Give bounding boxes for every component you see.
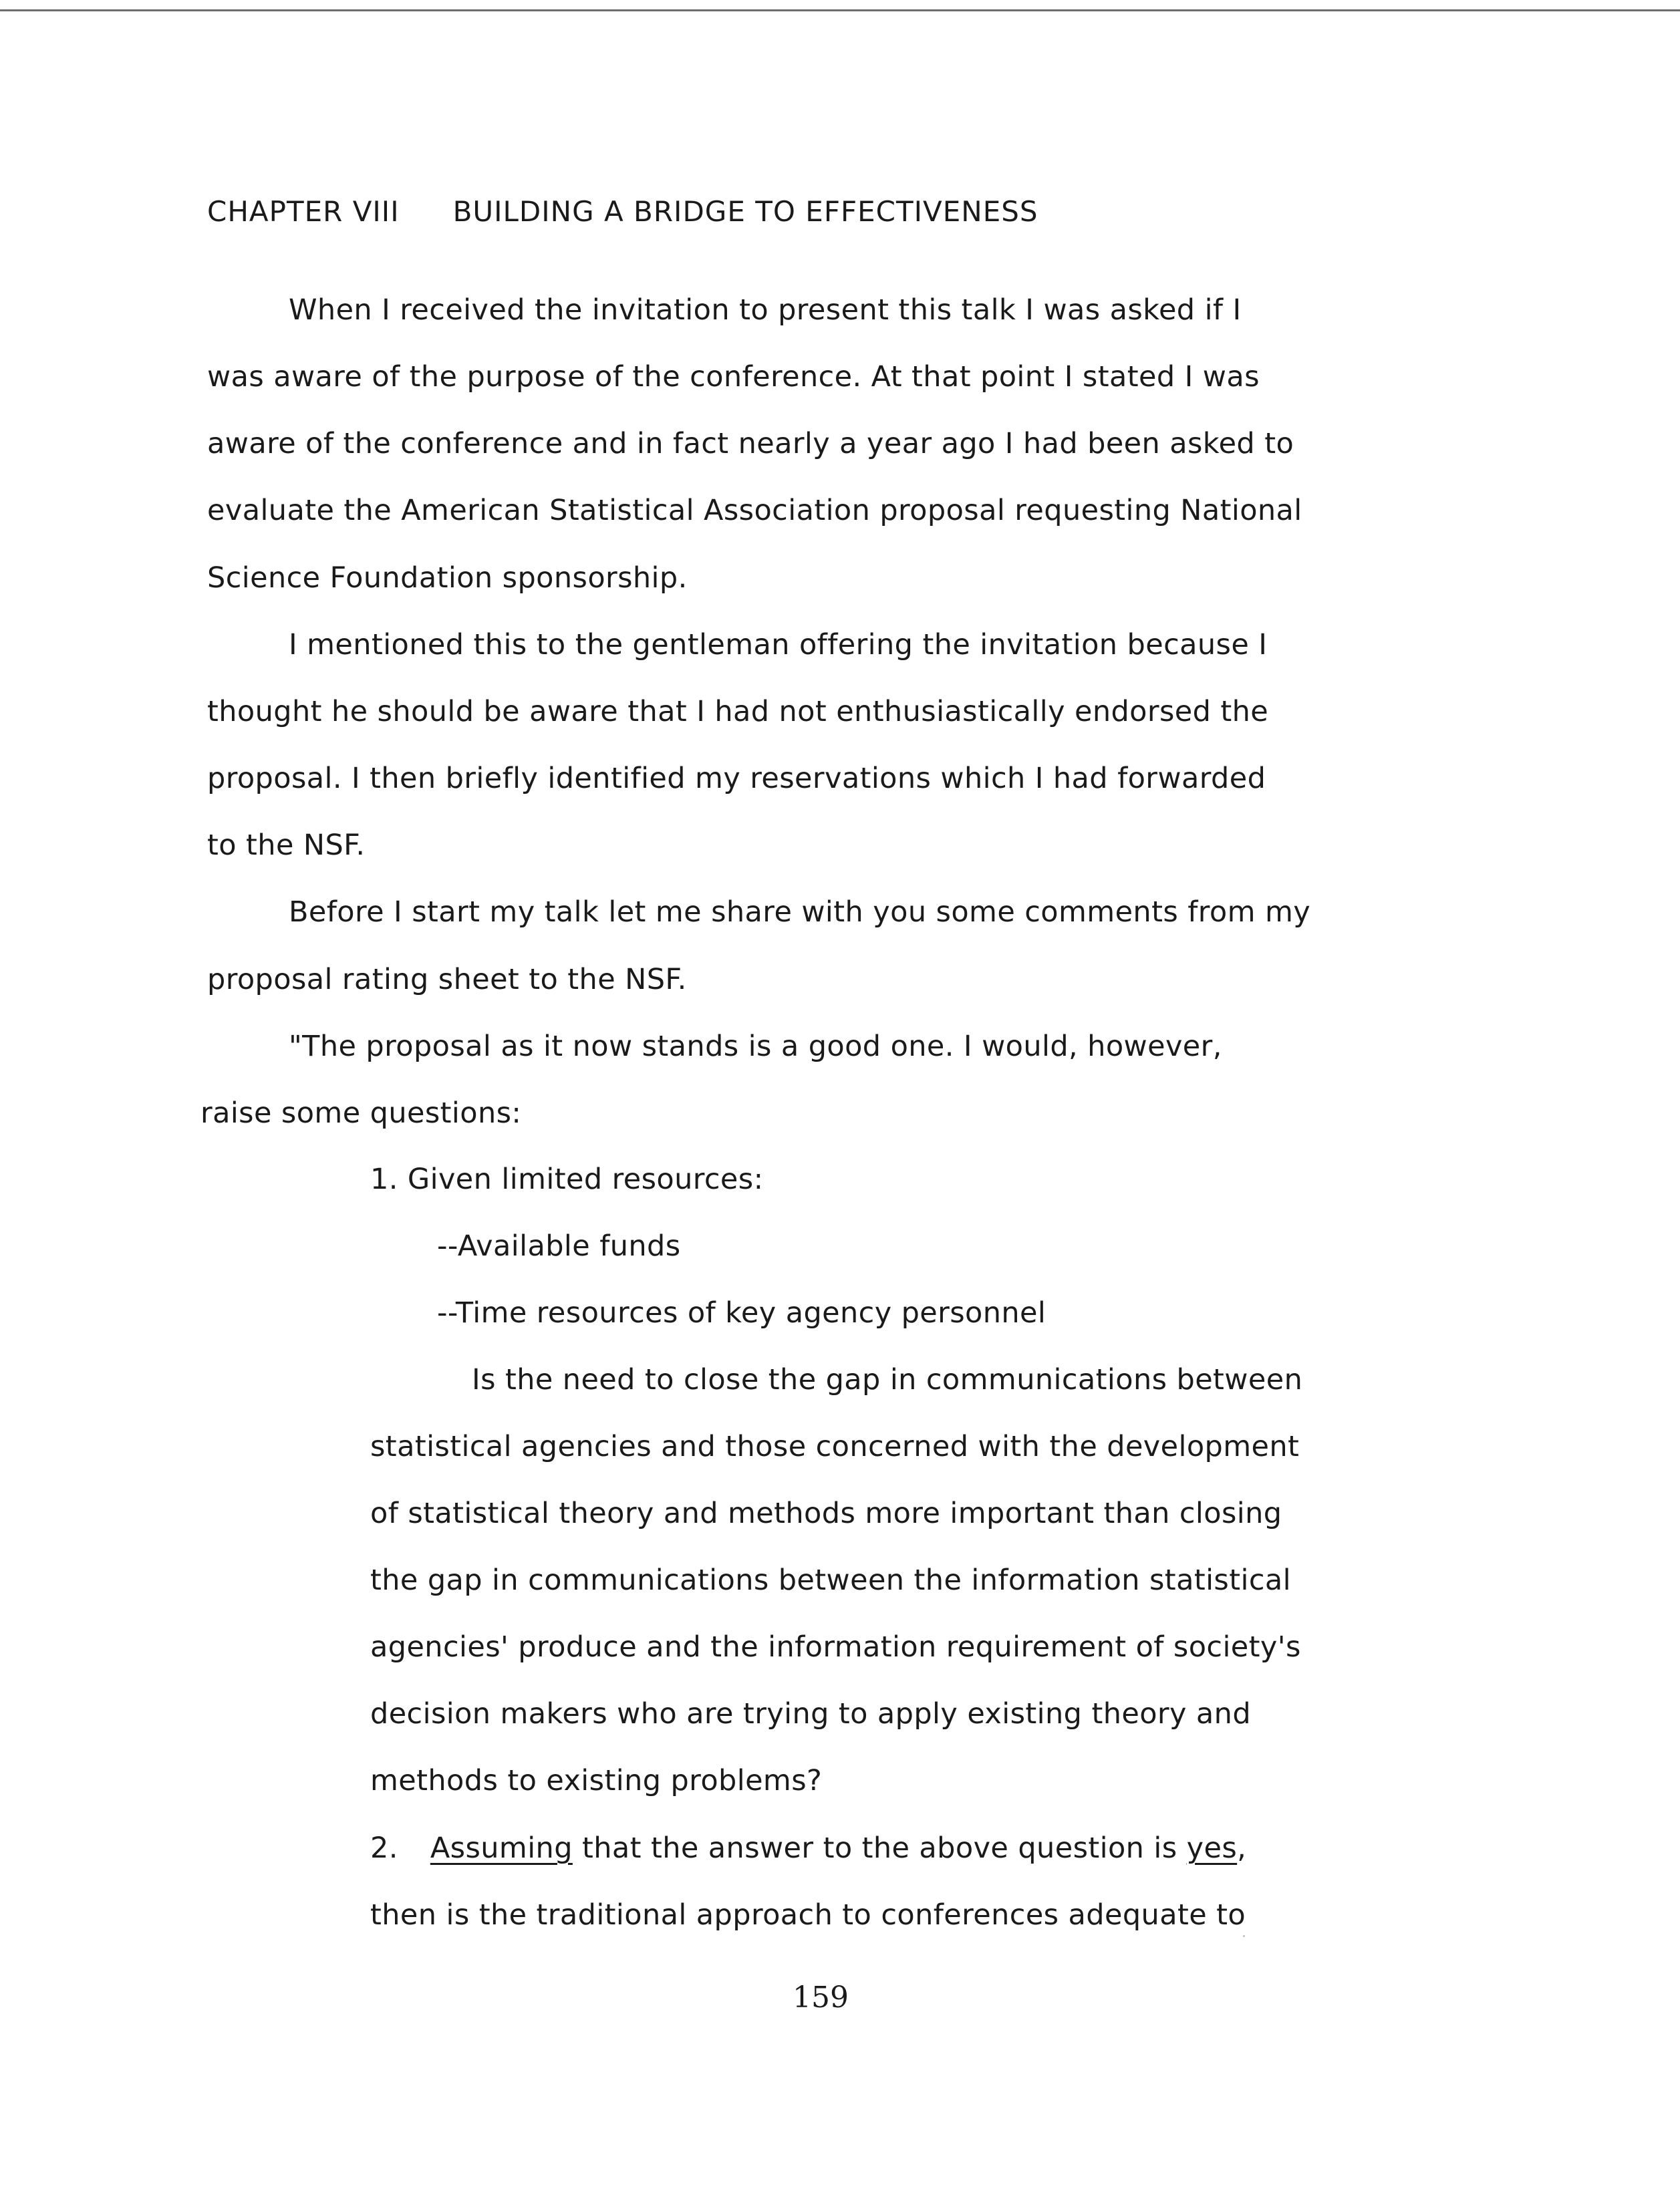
chapter-number: CHAPTER VIII [207,195,400,228]
list-item-1: 1. Given limited resources: [370,1163,764,1196]
paragraph-line: proposal rating sheet to the NSF. [207,963,687,996]
sub-item: --Time resources of key agency personnel [437,1296,1046,1330]
list-item-2-continuation: then is the traditional approach to conferences adequate to [370,1898,1246,1932]
question-line: methods to existing problems? [370,1764,823,1797]
scan-speck [1243,1935,1245,1937]
paragraph-line: I mentioned this to the gentleman offering the invitation because I [289,628,1268,662]
underlined-yes: yes [1186,1832,1238,1865]
underlined-assuming: Assuming [430,1832,573,1865]
sub-item: --Available funds [437,1229,681,1263]
question-line: the gap in communications between the information statistical [370,1564,1291,1597]
paragraph-line: evaluate the American Statistical Association proposal requesting National [207,494,1302,527]
question-line: decision makers who are trying to apply existing theory and [370,1697,1252,1731]
paragraph-line: aware of the conference and in fact nearly a year ago I had been asked to [207,427,1294,460]
paragraph-line: proposal. I then briefly identified my reservations which I had forwarded [207,762,1266,795]
list-item-2 [370,1828,1246,1868]
chapter-heading [207,192,1038,232]
question-line: Is the need to close the gap in communications between [472,1363,1303,1397]
paragraph-line: thought he should be aware that I had not enthusiastically endorsed the [207,695,1269,728]
paragraph-line: Before I start my talk let me share with you some comments from my [289,895,1311,929]
item-text: that the answer to the above question is [572,1832,1187,1865]
paragraph-line: When I received the invitation to present this talk I was asked if I [289,293,1242,327]
quote-line: raise some questions: [200,1096,522,1130]
paragraph-line: Science Foundation sponsorship. [207,561,688,595]
top-rule [0,9,1680,11]
paragraph-line: to the NSF. [207,829,366,862]
chapter-title: BUILDING A BRIDGE TO EFFECTIVENESS [452,195,1038,228]
quote-line: "The proposal as it now stands is a good one. I would, however, [289,1030,1222,1063]
page-number: 159 [793,1981,849,2015]
question-line: agencies' produce and the information requirement of society's [370,1630,1301,1664]
question-line: statistical agencies and those concerned with the development [370,1430,1300,1463]
item-comma: , [1237,1832,1247,1865]
item-number: 2. [370,1832,398,1865]
question-line: of statistical theory and methods more important than closing [370,1497,1282,1530]
paragraph-line: was aware of the purpose of the conference. At that point I stated I was [207,360,1260,394]
